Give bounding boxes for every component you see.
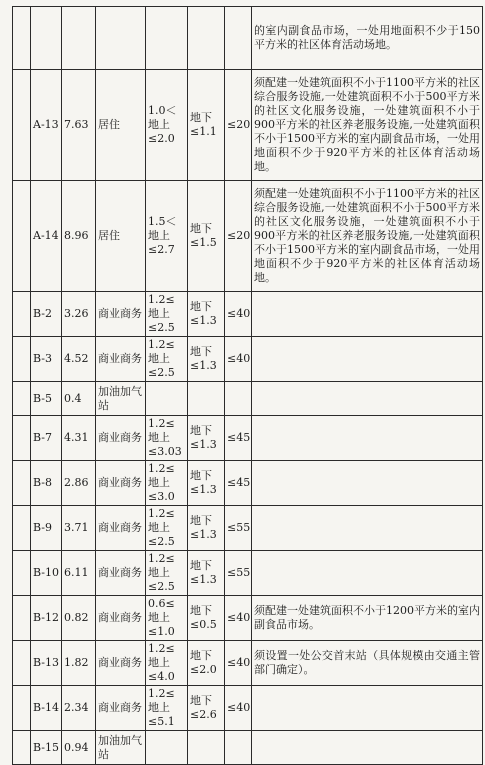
plot-area: 2.34 xyxy=(62,686,96,731)
table-row xyxy=(13,181,483,292)
underground-ratio: 地下≤2.0 xyxy=(188,641,225,686)
plot-area: 8.96 xyxy=(62,181,96,292)
remarks xyxy=(252,731,483,765)
table-row xyxy=(13,731,483,765)
remarks: 的室内副食品市场，一处用地面积不少于150平方米的社区体育活动场地。 xyxy=(252,7,483,70)
height-limit xyxy=(225,7,252,70)
plot-area: 7.63 xyxy=(62,70,96,181)
margin-cell xyxy=(13,70,31,181)
floor-area-ratio: 0.6≤地上≤1.0 xyxy=(146,596,188,641)
margin-cell xyxy=(13,382,31,416)
height-limit: ≤20 xyxy=(225,181,252,292)
margin-cell xyxy=(13,506,31,551)
height-limit: ≤40 xyxy=(225,641,252,686)
land-use: 商业商务 xyxy=(96,551,146,596)
table-row xyxy=(13,596,483,641)
height-limit: ≤40 xyxy=(225,292,252,337)
margin-cell xyxy=(13,551,31,596)
underground-ratio: 地下≤1.5 xyxy=(188,181,225,292)
floor-area-ratio: 1.2≤地上≤3.0 xyxy=(146,461,188,506)
land-use-table xyxy=(12,6,483,765)
margin-cell xyxy=(13,461,31,506)
floor-area-ratio: 1.2≤地上≤2.5 xyxy=(146,551,188,596)
underground-ratio: 地下≤2.6 xyxy=(188,686,225,731)
remarks: 须配建一处建筑面积不小于1100平方米的社区综合服务设施,一处建筑面积不小于500平方米的社区文化服务设施，一处建筑面积不小于900平方米的社区养老服务设施,一处建筑面积不小于1500平方米的室内副食品市场，一处用地面积不少于920平方米的社区体育活动场地。 xyxy=(252,70,483,181)
underground-ratio xyxy=(188,7,225,70)
plot-code: B-15 xyxy=(31,731,62,765)
margin-cell xyxy=(13,337,31,382)
underground-ratio: 地下≤1.3 xyxy=(188,337,225,382)
table-row xyxy=(13,70,483,181)
plot-code: B-8 xyxy=(31,461,62,506)
remarks xyxy=(252,292,483,337)
height-limit: ≤55 xyxy=(225,551,252,596)
remarks: 须配建一处建筑面积不小于1100平方米的社区综合服务设施,一处建筑面积不小于500平方米的社区文化服务设施，一处建筑面积不小于900平方米的社区养老服务设施,一处建筑面积不小于1500平方米的室内副食品市场，一处用地面积不少于920平方米的社区体育活动场地。 xyxy=(252,181,483,292)
plot-code: B-7 xyxy=(31,416,62,461)
plot-code: B-13 xyxy=(31,641,62,686)
height-limit: ≤40 xyxy=(225,337,252,382)
margin-cell xyxy=(13,641,31,686)
underground-ratio: 地下≤1.3 xyxy=(188,292,225,337)
remarks xyxy=(252,551,483,596)
margin-cell xyxy=(13,416,31,461)
floor-area-ratio: 1.2≤地上≤2.5 xyxy=(146,337,188,382)
plot-area: 3.71 xyxy=(62,506,96,551)
height-limit: ≤40 xyxy=(225,686,252,731)
land-use: 加油加气站 xyxy=(96,382,146,416)
remarks xyxy=(252,416,483,461)
height-limit: ≤20 xyxy=(225,70,252,181)
remarks xyxy=(252,382,483,416)
floor-area-ratio xyxy=(146,731,188,765)
remarks xyxy=(252,461,483,506)
margin-cell xyxy=(13,7,31,70)
plot-area: 2.86 xyxy=(62,461,96,506)
land-use: 商业商务 xyxy=(96,292,146,337)
plot-area xyxy=(62,7,96,70)
plot-area: 0.4 xyxy=(62,382,96,416)
land-use: 加油加气站 xyxy=(96,731,146,765)
plot-code: A-14 xyxy=(31,181,62,292)
floor-area-ratio: 1.2≤地上≤2.5 xyxy=(146,506,188,551)
height-limit: ≤45 xyxy=(225,416,252,461)
table-row xyxy=(13,382,483,416)
plot-area: 4.52 xyxy=(62,337,96,382)
remarks xyxy=(252,506,483,551)
table-row xyxy=(13,506,483,551)
underground-ratio: 地下≤1.3 xyxy=(188,506,225,551)
remarks xyxy=(252,686,483,731)
height-limit xyxy=(225,382,252,416)
plot-code: B-2 xyxy=(31,292,62,337)
plot-code: B-5 xyxy=(31,382,62,416)
floor-area-ratio: 1.2≤地上≤4.0 xyxy=(146,641,188,686)
floor-area-ratio xyxy=(146,382,188,416)
floor-area-ratio: 1.2≤地上≤5.1 xyxy=(146,686,188,731)
height-limit: ≤45 xyxy=(225,461,252,506)
height-limit xyxy=(225,731,252,765)
plot-area: 0.82 xyxy=(62,596,96,641)
underground-ratio: 地下≤0.5 xyxy=(188,596,225,641)
land-use: 商业商务 xyxy=(96,416,146,461)
land-use: 居住 xyxy=(96,70,146,181)
plot-area: 1.82 xyxy=(62,641,96,686)
table-row xyxy=(13,641,483,686)
margin-cell xyxy=(13,731,31,765)
plot-code: A-13 xyxy=(31,70,62,181)
plot-code: B-14 xyxy=(31,686,62,731)
plot-code: B-3 xyxy=(31,337,62,382)
margin-cell xyxy=(13,596,31,641)
plot-area: 4.31 xyxy=(62,416,96,461)
table-row xyxy=(13,292,483,337)
land-use: 商业商务 xyxy=(96,461,146,506)
plot-code: B-12 xyxy=(31,596,62,641)
underground-ratio: 地下≤1.3 xyxy=(188,416,225,461)
remarks xyxy=(252,337,483,382)
floor-area-ratio: 1.2≤地上≤2.5 xyxy=(146,292,188,337)
land-use: 商业商务 xyxy=(96,506,146,551)
floor-area-ratio: 1.0＜地上≤2.0 xyxy=(146,70,188,181)
land-use: 商业商务 xyxy=(96,641,146,686)
floor-area-ratio: 1.2≤地上≤3.03 xyxy=(146,416,188,461)
land-use xyxy=(96,7,146,70)
margin-cell xyxy=(13,181,31,292)
height-limit: ≤55 xyxy=(225,506,252,551)
floor-area-ratio xyxy=(146,7,188,70)
floor-area-ratio: 1.5＜地上≤2.7 xyxy=(146,181,188,292)
land-use: 商业商务 xyxy=(96,596,146,641)
table-row xyxy=(13,337,483,382)
table-row xyxy=(13,416,483,461)
land-use: 商业商务 xyxy=(96,337,146,382)
plot-area: 3.26 xyxy=(62,292,96,337)
underground-ratio xyxy=(188,731,225,765)
plot-area: 6.11 xyxy=(62,551,96,596)
margin-cell xyxy=(13,686,31,731)
plot-code: B-10 xyxy=(31,551,62,596)
underground-ratio: 地下≤1.1 xyxy=(188,70,225,181)
height-limit: ≤40 xyxy=(225,596,252,641)
underground-ratio: 地下≤1.3 xyxy=(188,551,225,596)
plot-code xyxy=(31,7,62,70)
underground-ratio: 地下≤1.3 xyxy=(188,461,225,506)
table-row xyxy=(13,551,483,596)
land-use: 居住 xyxy=(96,181,146,292)
remarks: 须配建一处建筑面积不小于1200平方米的室内副食品市场。 xyxy=(252,596,483,641)
underground-ratio xyxy=(188,382,225,416)
margin-cell xyxy=(13,292,31,337)
land-use: 商业商务 xyxy=(96,686,146,731)
remarks: 须设置一处公交首末站（具体规模由交通主管部门确定）。 xyxy=(252,641,483,686)
table-row xyxy=(13,7,483,70)
table-row xyxy=(13,461,483,506)
plot-code: B-9 xyxy=(31,506,62,551)
plot-area: 0.94 xyxy=(62,731,96,765)
table-row xyxy=(13,686,483,731)
